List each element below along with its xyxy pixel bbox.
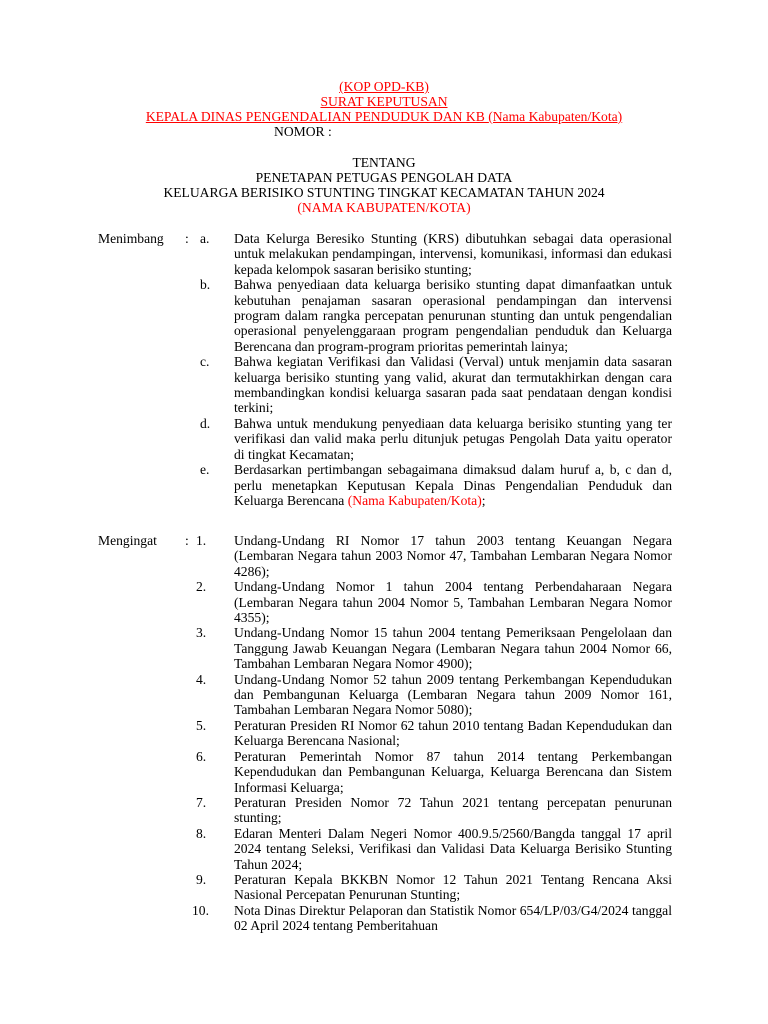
item-marker: a. — [200, 231, 210, 246]
menimbang-item-c — [200, 354, 672, 416]
item-number: 2. — [196, 579, 207, 595]
menimbang-item-b — [200, 277, 672, 354]
mengingat-item-1 — [196, 533, 672, 579]
kop-heading: (KOP OPD-KB) — [339, 79, 429, 94]
surat-keputusan-heading: SURAT KEPUTUSAN — [320, 94, 448, 109]
item-text-tail: ; — [481, 492, 486, 508]
menimbang-colon: : — [185, 231, 189, 246]
menimbang-item-e — [200, 462, 672, 508]
mengingat-colon: : — [185, 533, 189, 548]
item-text: Bahwa untuk mendukung penyediaan data keluarga berisiko stunting yang ter verifikasi dan valid maka perlu ditunjuk petugas Pengolah Data yaitu operator di tingkat Kecamatan; — [234, 415, 672, 462]
item-text: Peraturan Pemerintah Nomor 87 tahun 2014 tentang Perkembangan Kependudukan dan Pembangunan Keluarga, Keluarga Berencana dan Sistem Informasi Keluarga; — [234, 748, 672, 795]
item-text: Peraturan Presiden RI Nomor 62 tahun 2010 tentang Badan Kependudukan dan Keluarga Berencana Nasional; — [234, 717, 672, 749]
item-text-body: Berdasarkan pertimbangan sebagaimana dimaksud dalam huruf a, b, c dan d, perlu menetapkan Keputusan Kepala Dinas Pengendalian Penduduk dan Keluarga Berencana — [234, 462, 672, 508]
item-text: Undang-Undang Nomor 15 tahun 2004 tentang Pemeriksaan Pengelolaan dan Tanggung Jawab Keuangan Negara (Lembaran Negara tahun 2004 Nomor 66, Tambahan Lembaran Negara Nomor 4900); — [234, 625, 672, 672]
title-line-2: KELUARGA BERISIKO STUNTING TINGKAT KECAMATAN TAHUN 2024 — [163, 185, 605, 200]
kabupaten-kota-placeholder: (Nama Kabupaten/Kota) — [488, 109, 623, 124]
item-marker: b. — [200, 277, 211, 293]
item-number: 8. — [196, 825, 207, 841]
mengingat-list — [192, 533, 672, 934]
item-number: 1. — [196, 533, 207, 548]
mengingat-item-4 — [196, 671, 672, 718]
menimbang-item-d — [200, 416, 672, 462]
menimbang-label: Menimbang — [98, 231, 164, 246]
title-line-1: PENETAPAN PETUGAS PENGOLAH DATA — [255, 170, 513, 185]
item-number: 6. — [196, 748, 207, 764]
kepala-dinas-heading — [0, 109, 768, 124]
item-marker: e. — [200, 462, 210, 478]
item-number: 5. — [196, 717, 207, 733]
mengingat-item-2 — [196, 579, 672, 626]
item-marker: c. — [200, 354, 210, 370]
title-line-3: (NAMA KABUPATEN/KOTA) — [297, 200, 471, 215]
menimbang-item-a — [200, 231, 672, 277]
mengingat-item-6 — [196, 748, 672, 795]
item-number: 9. — [196, 871, 207, 887]
nomor-line: NOMOR : — [274, 124, 332, 139]
item-number: 4. — [196, 671, 207, 687]
item-text: Undang-Undang Nomor 52 tahun 2009 tentang Perkembangan Kependudukan dan Pembangunan Keluarga (Lembaran Negara tahun 2009 Nomor 161, Tambahan Lembaran Negara Nomor 5080); — [234, 671, 672, 718]
item-text: Bahwa penyediaan data keluarga berisiko stunting dapat dimanfaatkan untuk kebutuhan penajaman sasaran operasional pendampingan dan intervensi program dalam rangka percepatan penurunan stunting dan untuk pengendalian operasional penyelenggaraan program pengendalian penduduk dan Keluarga Berencana dan program-program prioritas pemerintah lainya; — [234, 277, 672, 354]
mengingat-item-5 — [196, 717, 672, 749]
item-text: Nota Dinas Direktur Pelaporan dan Statistik Nomor 654/LP/03/G4/2024 tanggal 02 April 2024 tentang Pemberitahuan — [234, 902, 672, 934]
mengingat-item-8 — [196, 825, 672, 872]
item-text: Edaran Menteri Dalam Negeri Nomor 400.9.5/2560/Bangda tanggal 17 april 2024 tentang Seleksi, Verifikasi dan Validasi Data Keluarga Berisiko Stunting Tahun 2024; — [234, 825, 672, 872]
item-text — [234, 462, 672, 508]
item-text: Undang-Undang Nomor 1 tahun 2004 tentang Perbendaharaan Negara (Lembaran Negara tahun 2004 Nomor 5, Tambahan Lembaran Negara Nomor 4355); — [234, 579, 672, 626]
mengingat-item-10 — [192, 902, 672, 934]
mengingat-label: Mengingat — [98, 533, 157, 548]
item-number: 10. — [192, 902, 209, 918]
item-text: Data Kelurga Beresiko Stunting (KRS) dibutuhkan sebagai data operasional untuk melakukan pendampingan, intervensi, komunikasi, informasi dan edukasi kepada kelompok sasaran berisiko stunting; — [234, 231, 672, 277]
mengingat-item-3 — [196, 625, 672, 672]
item-text: Peraturan Kepala BKKBN Nomor 12 Tahun 2021 Tentang Rencana Aksi Nasional Percepatan Penurunan Stunting; — [234, 871, 672, 903]
item-marker: d. — [200, 415, 211, 431]
kepala-dinas-text: KEPALA DINAS PENGENDALIAN PENDUDUK DAN KB — [145, 109, 489, 124]
item-number: 3. — [196, 625, 207, 641]
item-text: Undang-Undang RI Nomor 17 tahun 2003 tentang Keuangan Negara (Lembaran Negara tahun 2003 Nomor 47, Tambahan Lembaran Negara Nomor 4286); — [234, 533, 672, 579]
item-text: Bahwa kegiatan Verifikasi dan Validasi (Verval) untuk menjamin data sasaran keluarga berisiko stunting yang valid, akurat dan termutakhirkan dengan cara membandingkan kondisi keluarga sasaran pada saat pendataan dengan kondisi terkini; — [234, 354, 672, 416]
mengingat-item-9 — [196, 871, 672, 903]
kabupaten-kota-placeholder: (Nama Kabupaten/Kota) — [347, 492, 482, 508]
item-number: 7. — [196, 794, 207, 810]
mengingat-item-7 — [196, 794, 672, 826]
tentang-heading: TENTANG — [352, 155, 416, 170]
item-text: Peraturan Presiden Nomor 72 Tahun 2021 tentang percepatan penurunan stunting; — [234, 794, 672, 826]
menimbang-list — [200, 231, 672, 508]
